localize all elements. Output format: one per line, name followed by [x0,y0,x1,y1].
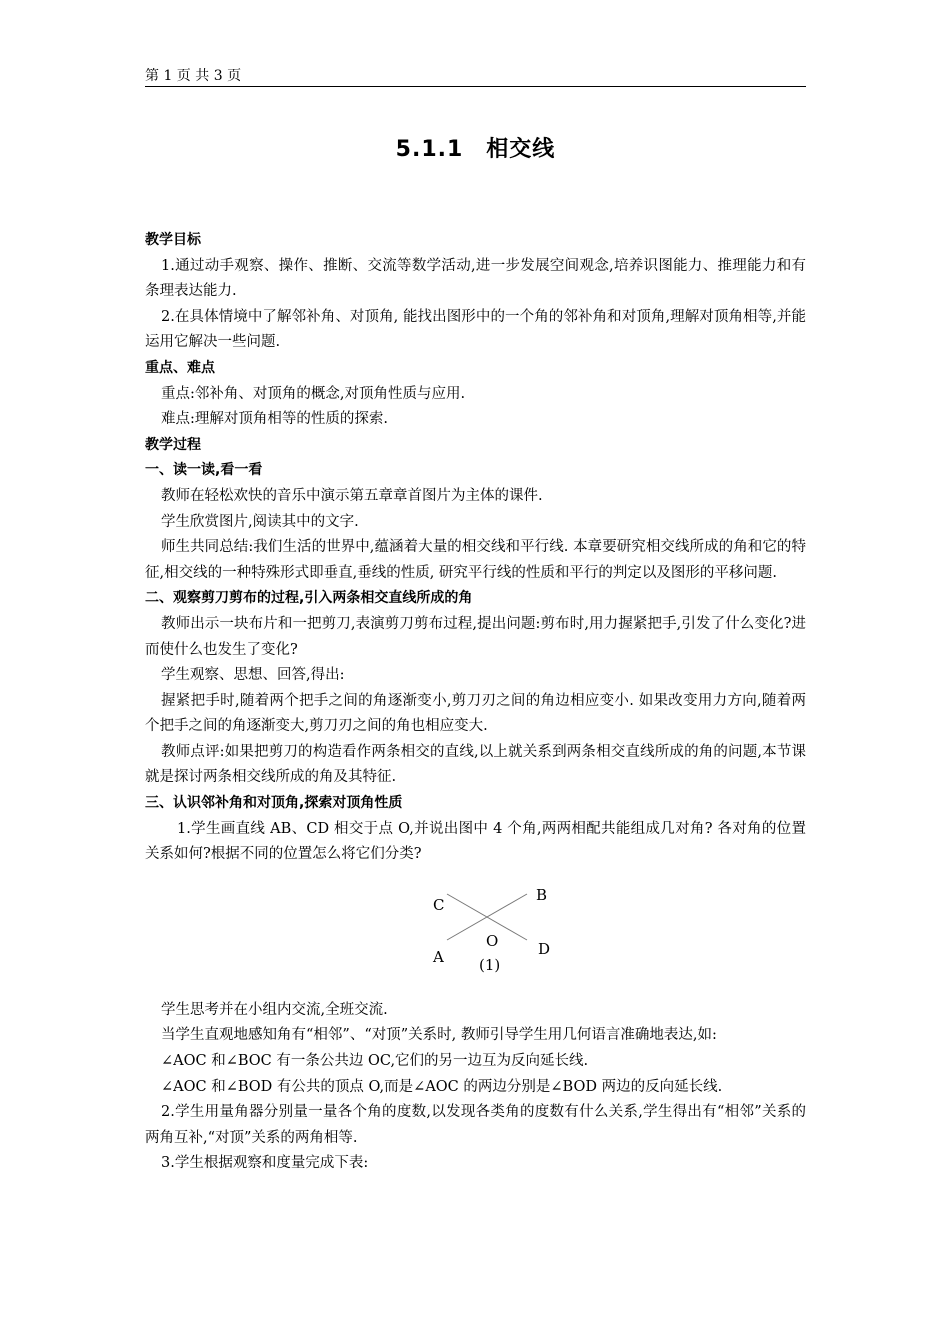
part3-paragraph-6: 2.学生用量角器分别量一量各个角的度数,以发现各类角的度数有什么关系,学生得出有“相邻”关系的两角互补,“对顶”关系的两角相等. [145,1104,806,1146]
part1-paragraph-3: 师生共同总结:我们生活的世界中,蕴涵着大量的相交线和平行线. 本章要研究相交线所成的角和它的特征,相交线的一种特殊形式即垂直,垂线的性质, 研究平行线的性质和平行的判定以及图形的平移问题. [145,539,806,581]
part1-paragraph-1: 教师在轻松欢快的音乐中演示第五章章首图片为主体的课件. [161,487,543,504]
section-heading-goals: 教学目标 [145,232,201,248]
intersecting-lines-figure [145,868,806,998]
part2-paragraph-2: 学生观察、思想、回答,得出: [161,667,345,684]
part2-heading: 二、观察剪刀剪布的过程,引入两条相交直线所成的角 [145,590,473,607]
part1-heading: 一、读一读,看一看 [145,462,263,479]
label-C: C [433,895,445,914]
part3-paragraph-4: ∠AOC 和∠BOC 有一条公共边 OC,它们的另一边互为反向延长线. [161,1053,589,1070]
part2-paragraph-4: 教师点评:如果把剪刀的构造看作两条相交的直线,以上就关系到两条相交直线所成的角的问题,本节课就是探讨两条相交线所成的角及其特征. [145,743,806,786]
section-heading-key-points: 重点、难点 [145,359,215,376]
page-header: 第 1 页 共 3 页 [145,66,806,87]
label-A: A [433,947,444,966]
goal-paragraph-2: 2.在具体情境中了解邻补角、对顶角, 能找出图形中的一个角的邻补角和对顶角,理解对顶角相等,并能运用它解决一些问题. [145,308,806,351]
document-title: 5.1.1 相交线 [395,137,556,162]
label-D: D [538,939,551,958]
goal-paragraph-1: 1.通过动手观察、操作、推断、交流等数学活动,进一步发展空间观念,培养识图能力、推理能力和有条理表达能力. [145,257,806,300]
part3-paragraph-5: ∠AOC 和∠BOD 有公共的顶点 O,而是∠AOC 的两边分别是∠BOD 两边的反向延长线. [161,1078,723,1095]
label-O: O [486,931,499,950]
key-point-paragraph: 重点:邻补角、对顶角的概念,对顶角性质与应用. [161,385,466,402]
part3-heading: 三、认识邻补角和对顶角,探索对顶角性质 [145,795,403,812]
part2-paragraph-1: 教师出示一块布片和一把剪刀,表演剪刀剪布过程,提出问题:剪布时,用力握紧把手,引发了什么变化?进而使什么也发生了变化? [145,615,806,658]
intersecting-lines-diagram [415,870,555,995]
figure-caption: (1) [479,955,501,974]
document-body [145,228,806,1177]
part2-paragraph-3: 握紧把手时,随着两个把手之间的角逐渐变小,剪刀刃之间的角边相应变小. 如果改变用力方向,随着两个把手之间的角逐渐变大,剪刀刃之间的角也相应变大. [145,692,806,735]
part3-paragraph-3: 当学生直观地感知角有“相邻”、“对顶”关系时, 教师引导学生用几何语言准确地表达,如: [161,1027,717,1044]
label-B: B [536,885,548,904]
part1-paragraph-2: 学生欣赏图片,阅读其中的文字. [161,513,359,530]
part3-paragraph-1: 1.学生画直线 AB、CD 相交于点 O,并说出图中 4 个角,两两相配共能组成几对角? 各对角的位置关系如何?根据不同的位置怎么将它们分类? [145,820,806,863]
difficult-point-paragraph: 难点:理解对顶角相等的性质的探索. [161,411,388,428]
part3-paragraph-2: 学生思考并在小组内交流,全班交流. [161,1001,388,1018]
part3-paragraph-7: 3.学生根据观察和度量完成下表: [161,1155,369,1172]
section-heading-process: 教学过程 [145,436,201,453]
